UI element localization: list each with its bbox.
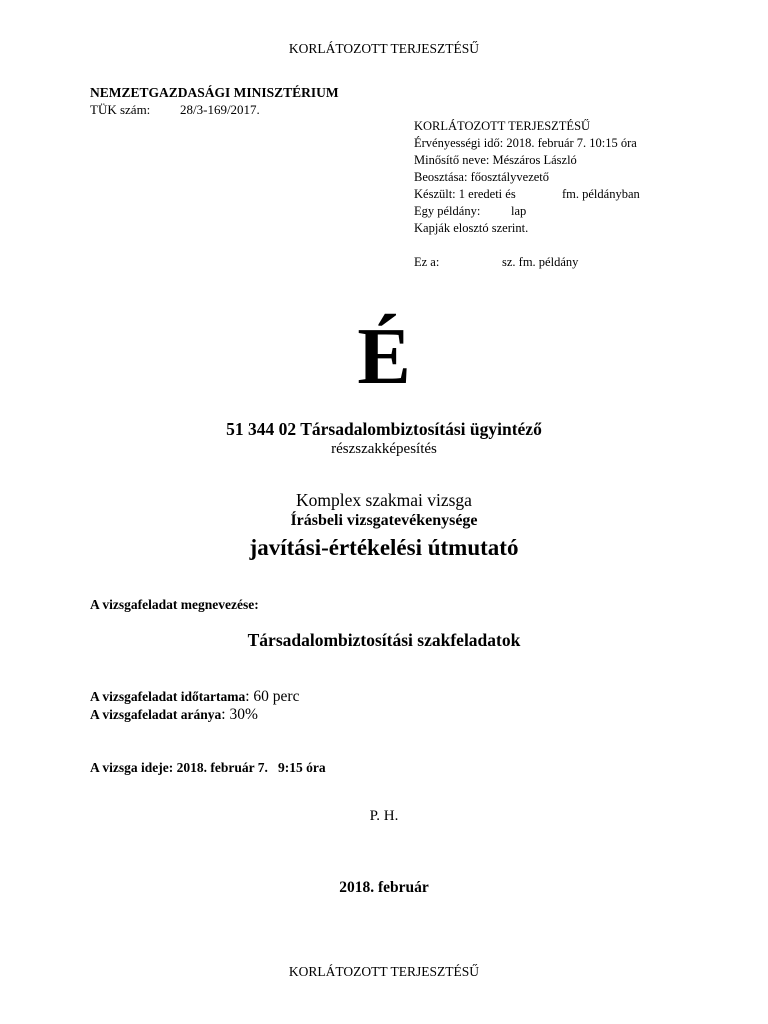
info-copy: [414, 203, 527, 221]
ministry-name: NEMZETGAZDASÁGI MINISZTÉRIUM: [90, 85, 339, 100]
info-position: Beosztása: főosztályvezető: [414, 170, 550, 184]
task-name-label: A vizsgafeladat megnevezése:: [90, 597, 259, 612]
task-name: Társadalombiztosítási szakfeladatok: [247, 630, 521, 650]
duration-value: 60 perc: [253, 688, 300, 705]
classification-footer: KORLÁTOZOTT TERJESZTÉSŰ: [288, 964, 480, 979]
info-classification: KORLÁTOZOTT TERJESZTÉSŰ: [414, 119, 591, 133]
info-made-suffix: fm. példányban: [562, 187, 640, 201]
exam-guide-title: javítási-értékelési útmutató: [249, 535, 519, 560]
ratio-label: A vizsgafeladat aránya: [90, 707, 222, 722]
duration-line: A vizsgafeladat időtartama: 60 perc: [90, 688, 300, 705]
tuk-label: TÜK szám:: [90, 102, 151, 117]
tuk-number: [90, 102, 260, 118]
info-made-prefix: Készült: 1 eredeti és: [414, 187, 516, 201]
info-validity: Érvényességi idő: 2018. február 7. 10:15 óra: [414, 136, 637, 150]
exam-activity: Írásbeli vizsgatevékenysége: [290, 512, 478, 529]
classification-header: KORLÁTOZOTT TERJESZTÉSŰ: [288, 41, 480, 56]
info-this-prefix: Ez a:: [414, 255, 440, 269]
document-date: 2018. február: [339, 879, 429, 896]
qualification-title: 51 344 02 Társadalombiztosítási ügyintéző: [226, 419, 542, 439]
info-distribution: Kapják elosztó szerint.: [414, 221, 529, 235]
tuk-value: 28/3-169/2017.: [180, 102, 260, 117]
info-copy-unit: lap: [511, 204, 527, 218]
stamp-placeholder: P. H.: [369, 808, 399, 824]
info-this-copy: [414, 254, 579, 272]
info-copy-label: Egy példány:: [414, 204, 481, 218]
duration-label: A vizsgafeladat időtartama: [90, 689, 246, 704]
exam-time: A vizsga ideje: 2018. február 7. 9:15 óra: [90, 760, 326, 775]
ratio-line: A vizsgafeladat aránya: 30%: [90, 706, 258, 723]
big-letter: É: [357, 313, 411, 401]
exam-type: Komplex szakmai vizsga: [296, 490, 472, 510]
info-this-suffix: sz. fm. példány: [502, 255, 579, 269]
ratio-value: 30%: [229, 706, 258, 723]
info-made: [414, 186, 640, 204]
qualification-subtitle: részszakképesítés: [331, 441, 437, 457]
info-classifier: Minősítő neve: Mészáros László: [414, 153, 577, 167]
